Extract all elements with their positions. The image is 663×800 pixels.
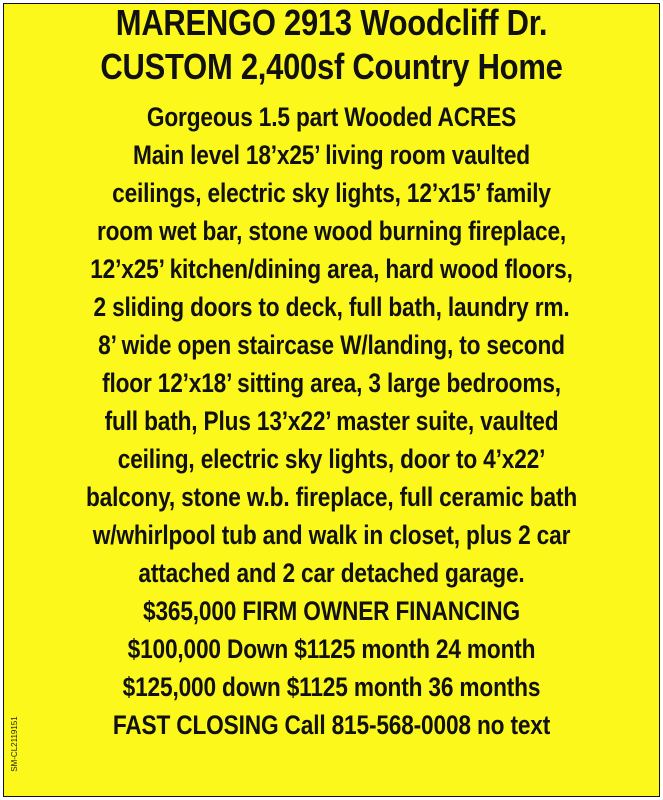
ad-line: 8’ wide open staircase W/landing, to second [98, 330, 565, 360]
ad-line: room wet bar, stone wood burning fireplace, [96, 216, 567, 246]
ad-line: w/whirlpool tub and walk in closet, plus 2 car [92, 520, 571, 550]
ad-line: 2 sliding doors to deck, full bath, laundry rm. [93, 292, 570, 322]
ad-line: Gorgeous 1.5 part Wooded ACRES [146, 102, 517, 132]
price-line: $365,000 FIRM OWNER FINANCING [142, 596, 520, 626]
classified-ad [3, 3, 660, 797]
ad-line: ceiling, electric sky lights, door to 4’x22’ [117, 444, 546, 474]
contact-line: FAST CLOSING Call 815-568-0008 no text [112, 710, 551, 740]
financing-option-line: $125,000 down $1125 month 36 months [122, 672, 541, 702]
headline-description: CUSTOM 2,400sf Country Home [100, 46, 563, 87]
ad-line: ceilings, electric sky lights, 12’x15’ family [112, 178, 551, 208]
ad-line: balcony, stone w.b. fireplace, full ceramic bath [85, 482, 578, 512]
ad-line: 12’x25’ kitchen/dining area, hard wood floors, [90, 254, 573, 284]
ad-line: attached and 2 car detached garage. [138, 558, 525, 588]
ad-line: full bath, Plus 13’x22’ master suite, vaulted [104, 406, 559, 436]
headline-address: MARENGO 2913 Woodcliff Dr. [115, 3, 548, 43]
ad-reference-code: SM-CL2119151 [10, 716, 19, 772]
ad-line: floor 12’x18’ sitting area, 3 large bedrooms, [102, 368, 561, 398]
ad-line: Main level 18’x25’ living room vaulted [133, 140, 530, 170]
financing-option-line: $100,000 Down $1125 month 24 month [127, 634, 536, 664]
